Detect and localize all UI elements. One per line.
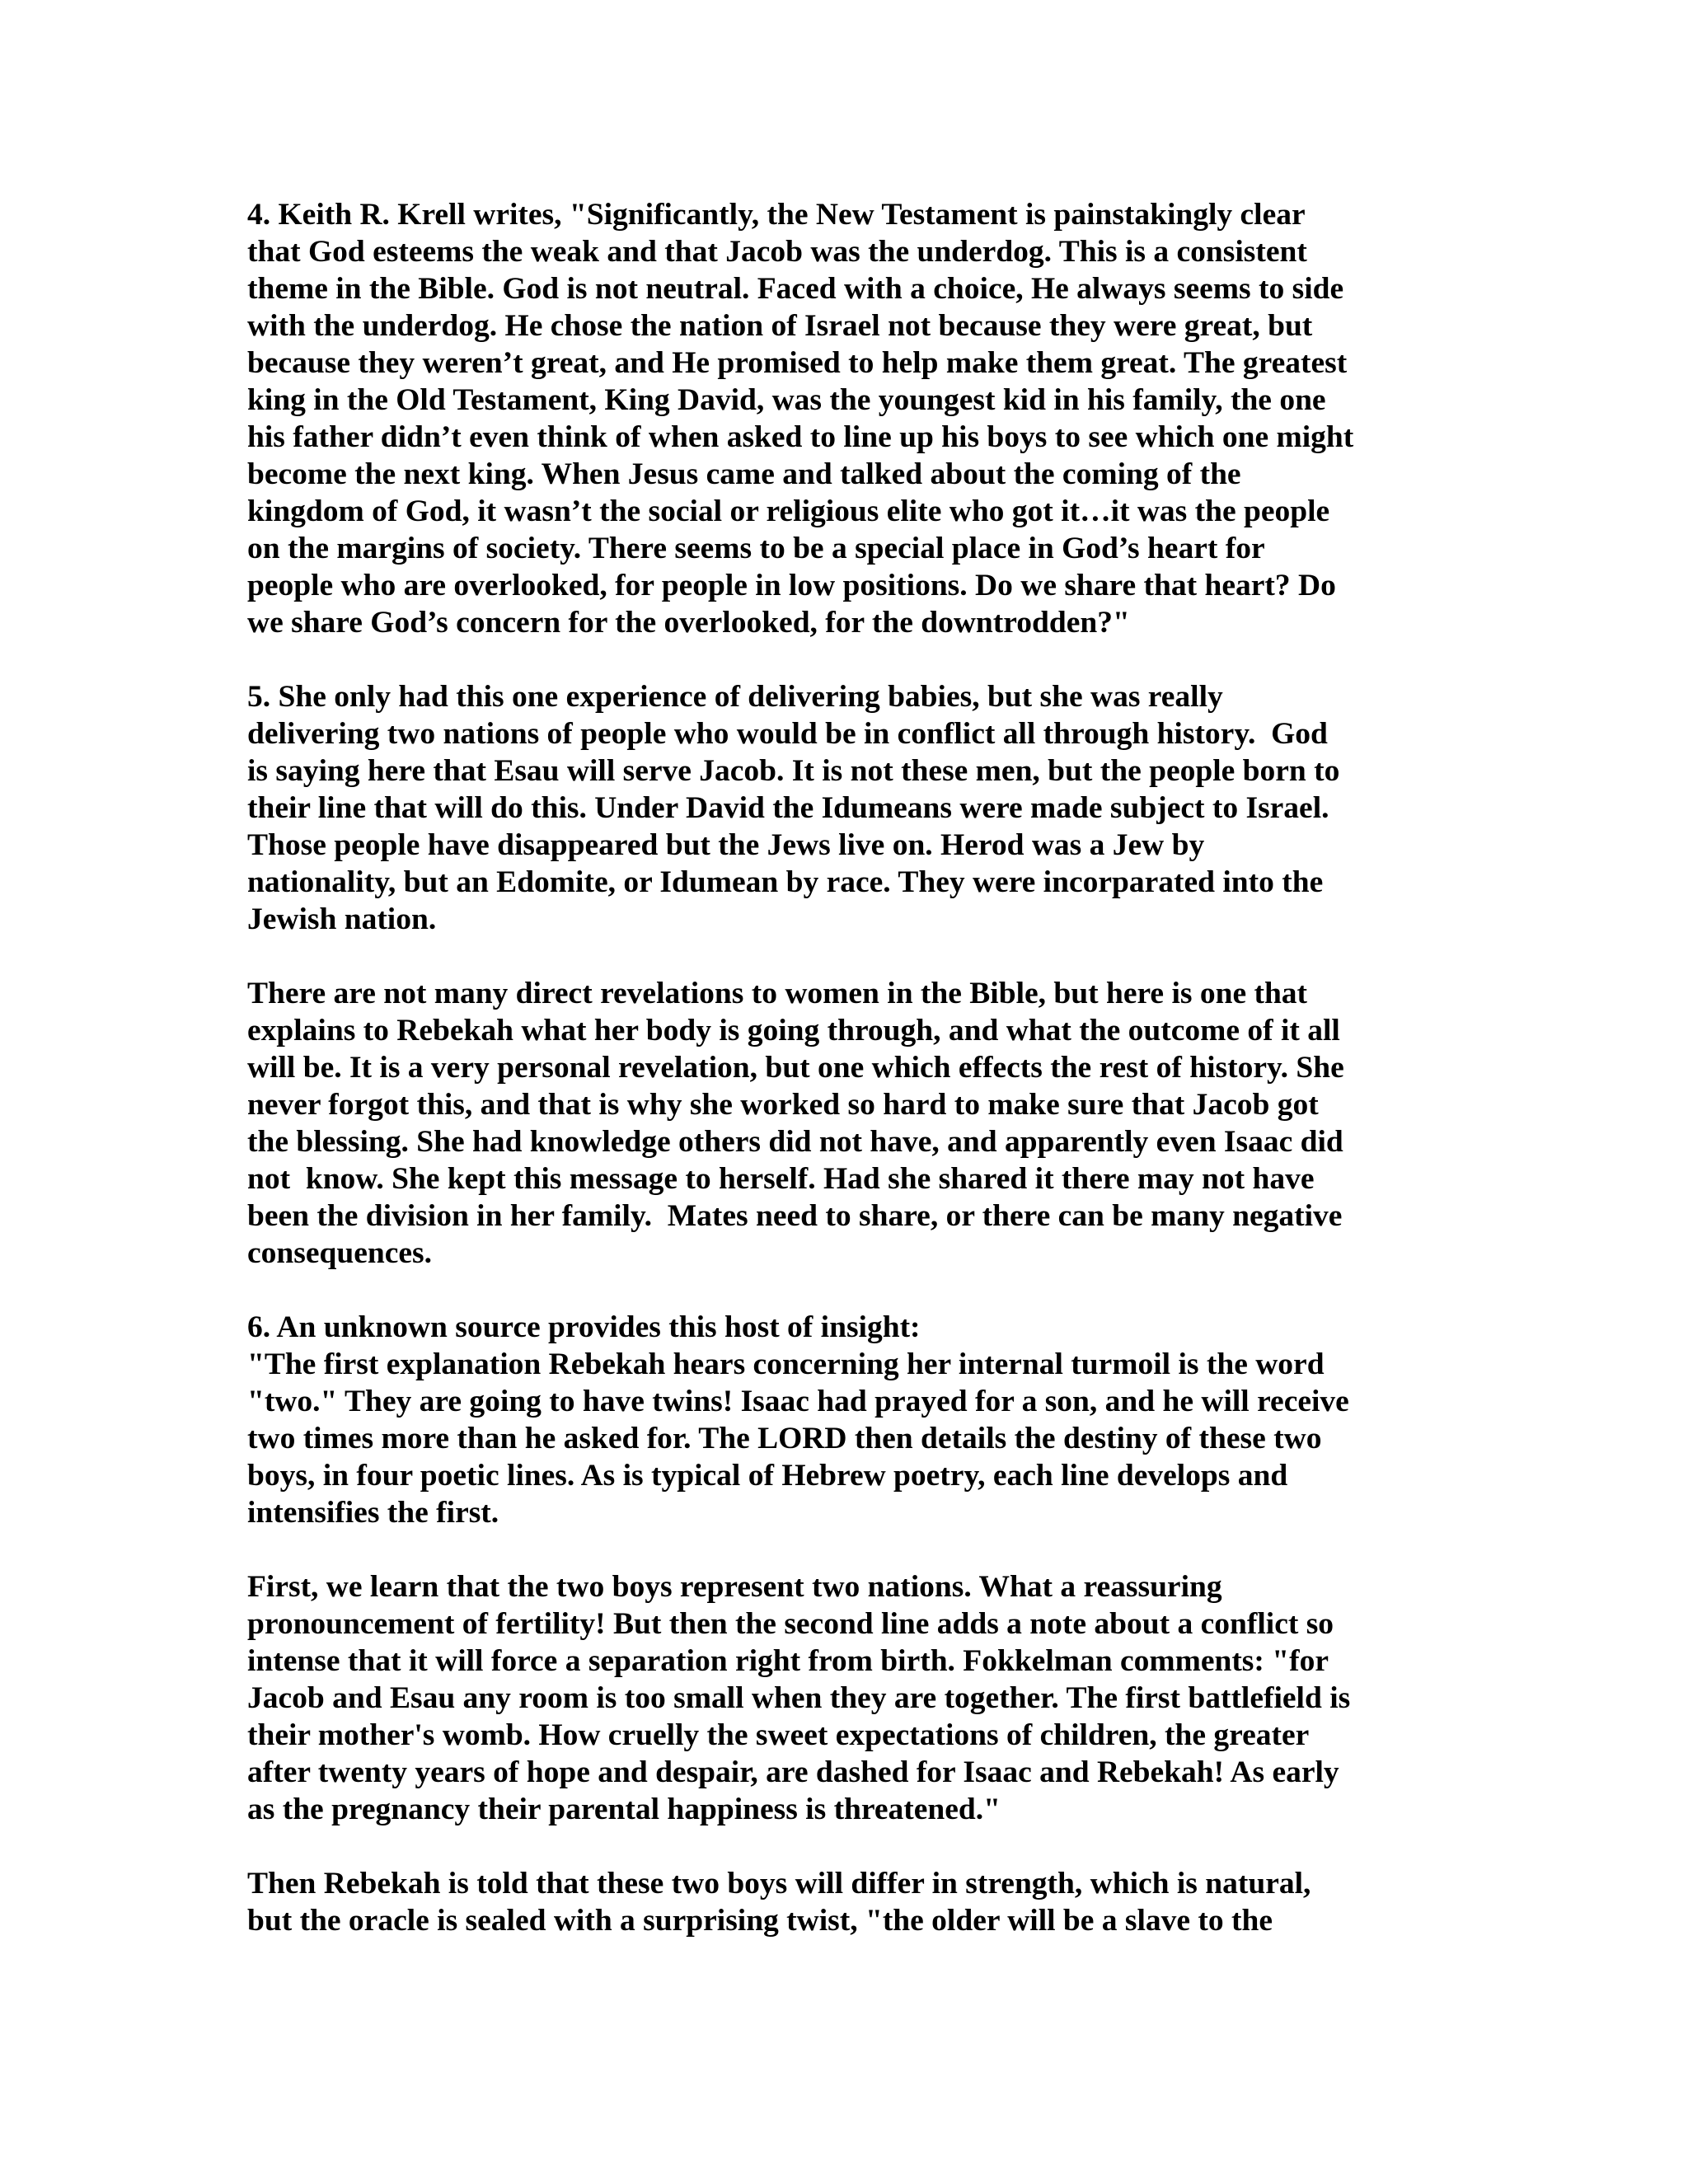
text-line: is saying here that Esau will serve Jacob. It is not these men, but the people born to <box>247 754 1340 788</box>
text-line: 6. An unknown source provides this host of insight: <box>247 1310 921 1344</box>
text-line: Then Rebekah is told that these two boys will differ in strength, which is natural, <box>247 1867 1311 1900</box>
paragraph-revelation-to-rebekah <box>247 975 1451 1272</box>
text-line: two times more than he asked for. The LORD then details the destiny of these two <box>247 1422 1322 1455</box>
text-line: after twenty years of hope and despair, are dashed for Isaac and Rebekah! As early <box>247 1755 1339 1789</box>
text-line: will be. It is a very personal revelation, but one which effects the rest of history. She <box>247 1051 1344 1085</box>
text-line: theme in the Bible. God is not neutral. Faced with a choice, He always seems to side <box>247 272 1344 306</box>
text-line: nationality, but an Edomite, or Idumean by race. They were incorparated into the <box>247 865 1324 899</box>
text-line: that God esteems the weak and that Jacob was the underdog. This is a consistent <box>247 235 1307 269</box>
paragraph-differ-in-strength <box>247 1865 1451 1939</box>
text-line: boys, in four poetic lines. As is typical of Hebrew poetry, each line develops and <box>247 1459 1288 1493</box>
text-line: never forgot this, and that is why she worked so hard to make sure that Jacob got <box>247 1088 1319 1122</box>
paragraph-two-nations <box>247 678 1451 938</box>
text-line: intense that it will force a separation right from birth. Fokkelman comments: "for <box>247 1644 1329 1678</box>
text-line: on the margins of society. There seems to be a special place in God’s heart for <box>247 532 1265 565</box>
text-line: There are not many direct revelations to women in the Bible, but here is one that <box>247 977 1308 1010</box>
text-line: Jacob and Esau any room is too small when they are together. The first battlefield is <box>247 1681 1351 1715</box>
text-line: as the pregnancy their parental happiness is threatened." <box>247 1793 1001 1826</box>
text-line: with the underdog. He chose the nation of Israel not because they were great, but <box>247 309 1313 343</box>
text-line: people who are overlooked, for people in low positions. Do we share that heart? Do <box>247 569 1336 602</box>
text-line: king in the Old Testament, King David, was the youngest kid in his family, the one <box>247 383 1326 417</box>
text-line: but the oracle is sealed with a surprising twist, "the older will be a slave to the <box>247 1904 1273 1938</box>
document-body <box>247 196 1451 1939</box>
text-line: consequences. <box>247 1236 432 1270</box>
text-line: "The first explanation Rebekah hears concerning her internal turmoil is the word <box>247 1347 1325 1381</box>
text-line: we share God’s concern for the overlooked, for the downtrodden?" <box>247 606 1130 640</box>
paragraph-two-boys-two-nations <box>247 1568 1451 1828</box>
text-line: First, we learn that the two boys represent two nations. What a reassuring <box>247 1570 1222 1604</box>
paragraph-krell-quote <box>247 196 1451 641</box>
text-line: been the division in her family. Mates need to share, or there can be many negative <box>247 1199 1343 1233</box>
text-line: their line that will do this. Under David the Idumeans were made subject to Israel. <box>247 791 1329 825</box>
text-line: kingdom of God, it wasn’t the social or religious elite who got it…it was the people <box>247 494 1330 528</box>
text-line: "two." They are going to have twins! Isaac had prayed for a son, and he will receive <box>247 1385 1349 1418</box>
text-line: Jewish nation. <box>247 902 437 936</box>
text-line: their mother's womb. How cruelly the sweet expectations of children, the greater <box>247 1718 1310 1752</box>
text-line: delivering two nations of people who would be in conflict all through history. God <box>247 717 1328 751</box>
text-line: the blessing. She had knowledge others did not have, and apparently even Isaac did <box>247 1125 1343 1159</box>
paragraph-unknown-source <box>247 1309 1451 1531</box>
text-line: 5. She only had this one experience of delivering babies, but she was really <box>247 680 1223 714</box>
text-line: explains to Rebekah what her body is going through, and what the outcome of it all <box>247 1014 1340 1047</box>
text-line: 4. Keith R. Krell writes, "Significantly, the New Testament is painstakingly clear <box>247 198 1306 232</box>
text-line: intensifies the first. <box>247 1496 499 1530</box>
text-line: not know. She kept this message to herself. Had she shared it there may not have <box>247 1162 1315 1196</box>
text-line: Those people have disappeared but the Jews live on. Herod was a Jew by <box>247 828 1205 862</box>
text-line: become the next king. When Jesus came and talked about the coming of the <box>247 457 1241 491</box>
text-line: because they weren’t great, and He promised to help make them great. The greatest <box>247 346 1348 380</box>
text-line: his father didn’t even think of when asked to line up his boys to see which one might <box>247 420 1354 454</box>
text-line: pronouncement of fertility! But then the second line adds a note about a conflict so <box>247 1607 1334 1641</box>
